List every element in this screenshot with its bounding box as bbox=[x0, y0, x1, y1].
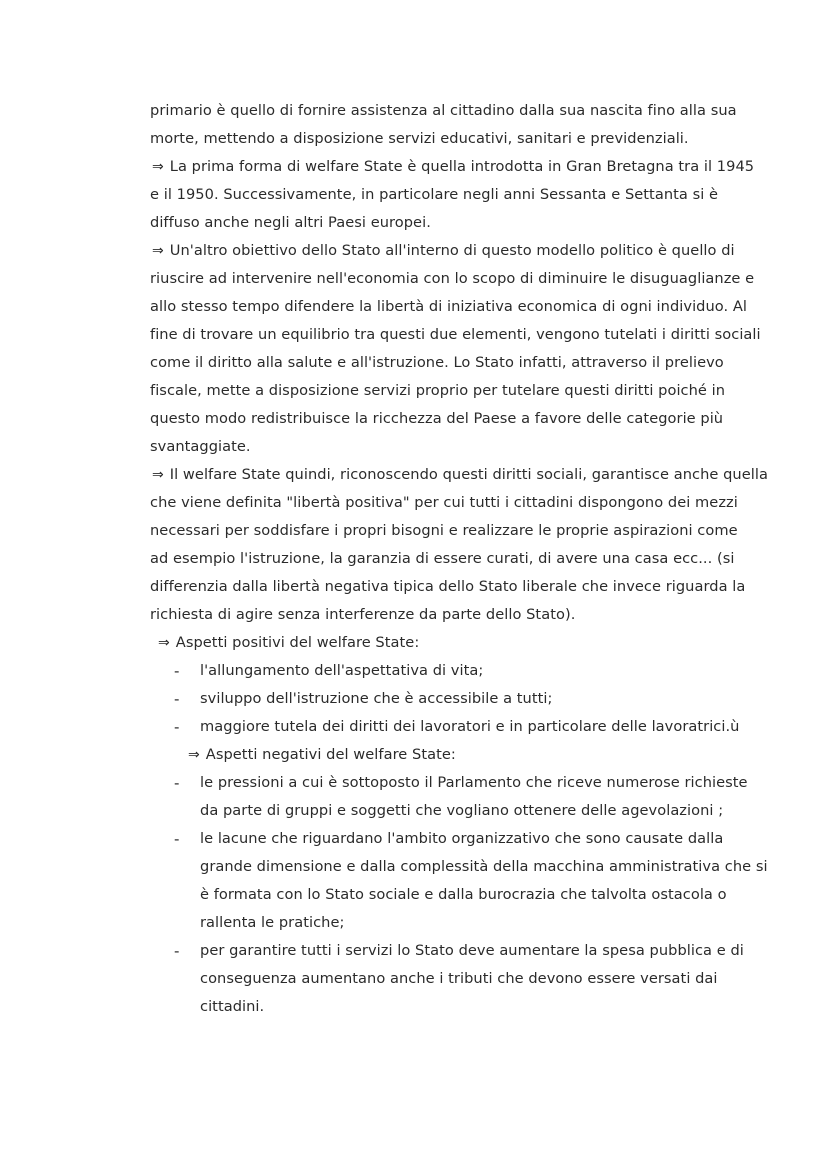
text-line: fiscale, mette a disposizione servizi proprio per tutelare questi diritti poiché in bbox=[150, 382, 726, 399]
bullet-dash: - bbox=[174, 662, 180, 680]
list-item: maggiore tutela dei diritti dei lavoratori e in particolare delle lavoratrici.ù bbox=[200, 718, 740, 735]
text-line: fine di trovare un equilibrio tra questi due elementi, vengono tutelati i diritti sociali bbox=[150, 326, 761, 343]
line-text: Aspetti negativi del welfare State: bbox=[205, 746, 456, 763]
text-line: diffuso anche negli altri Paesi europei. bbox=[150, 214, 431, 231]
list-item-continuation: grande dimensione e dalla complessità della macchina amministrativa che si bbox=[200, 858, 768, 875]
list-item: le lacune che riguardano l'ambito organizzativo che sono causate dalla bbox=[200, 830, 724, 847]
list-item: sviluppo dell'istruzione che è accessibile a tutti; bbox=[200, 690, 553, 707]
bullet-dash: - bbox=[174, 942, 180, 960]
list-item-continuation: cittadini. bbox=[200, 998, 265, 1015]
text-line: questo modo redistribuisce la ricchezza del Paese a favore delle categorie più bbox=[150, 410, 724, 427]
list-item-continuation: è formata con lo Stato sociale e dalla burocrazia che talvolta ostacola o bbox=[200, 886, 727, 903]
arrow-icon: ⇒ bbox=[158, 635, 170, 651]
arrow-icon: ⇒ bbox=[188, 747, 200, 763]
text-line bbox=[152, 241, 735, 261]
list-item: per garantire tutti i servizi lo Stato deve aumentare la spesa pubblica e di bbox=[200, 942, 744, 959]
line-text: La prima forma di welfare State è quella introdotta in Gran Bretagna tra il 1945 bbox=[169, 158, 755, 175]
text-line: ad esempio l'istruzione, la garanzia di essere curati, di avere una casa ecc... (si bbox=[150, 550, 735, 567]
arrow-icon: ⇒ bbox=[152, 159, 164, 175]
text-line: che viene definita "libertà positiva" per cui tutti i cittadini dispongono dei mezzi bbox=[150, 494, 738, 511]
list-item-continuation: da parte di gruppi e soggetti che vogliano ottenere delle agevolazioni ; bbox=[200, 802, 724, 819]
section-heading-positive bbox=[158, 633, 419, 653]
text-line: richiesta di agire senza interferenze da parte dello Stato). bbox=[150, 606, 576, 623]
text-line: differenzia dalla libertà negativa tipica dello Stato liberale che invece riguarda la bbox=[150, 578, 746, 595]
text-line: allo stesso tempo difendere la libertà di iniziativa economica di ogni individuo. Al bbox=[150, 298, 748, 315]
list-item: le pressioni a cui è sottoposto il Parlamento che riceve numerose richieste bbox=[200, 774, 748, 791]
list-item: l'allungamento dell'aspettativa di vita; bbox=[200, 662, 484, 679]
bullet-dash: - bbox=[174, 830, 180, 848]
list-item-continuation: rallenta le pratiche; bbox=[200, 914, 345, 931]
text-line: morte, mettendo a disposizione servizi educativi, sanitari e previdenziali. bbox=[150, 130, 689, 147]
text-line: primario è quello di fornire assistenza al cittadino dalla sua nascita fino alla sua bbox=[150, 102, 737, 119]
text-line: necessari per soddisfare i propri bisogni e realizzare le proprie aspirazioni come bbox=[150, 522, 738, 539]
line-text: Il welfare State quindi, riconoscendo questi diritti sociali, garantisce anche quella bbox=[169, 466, 768, 483]
arrow-icon: ⇒ bbox=[152, 243, 164, 259]
text-line: e il 1950. Successivamente, in particolare negli anni Sessanta e Settanta si è bbox=[150, 186, 719, 203]
list-item-continuation: conseguenza aumentano anche i tributi che devono essere versati dai bbox=[200, 970, 718, 987]
section-heading-negative bbox=[188, 745, 456, 765]
line-text: Aspetti positivi del welfare State: bbox=[175, 634, 420, 651]
bullet-dash: - bbox=[174, 774, 180, 792]
text-line: svantaggiate. bbox=[150, 438, 251, 455]
text-line bbox=[152, 465, 768, 485]
text-line bbox=[152, 157, 754, 177]
arrow-icon: ⇒ bbox=[152, 467, 164, 483]
line-text: Un'altro obiettivo dello Stato all'interno di questo modello politico è quello di bbox=[169, 242, 735, 259]
bullet-dash: - bbox=[174, 690, 180, 708]
text-line: riuscire ad intervenire nell'economia con lo scopo di diminuire le disuguaglianze e bbox=[150, 270, 755, 287]
bullet-dash: - bbox=[174, 718, 180, 736]
text-line: come il diritto alla salute e all'istruzione. Lo Stato infatti, attraverso il prelievo bbox=[150, 354, 724, 371]
